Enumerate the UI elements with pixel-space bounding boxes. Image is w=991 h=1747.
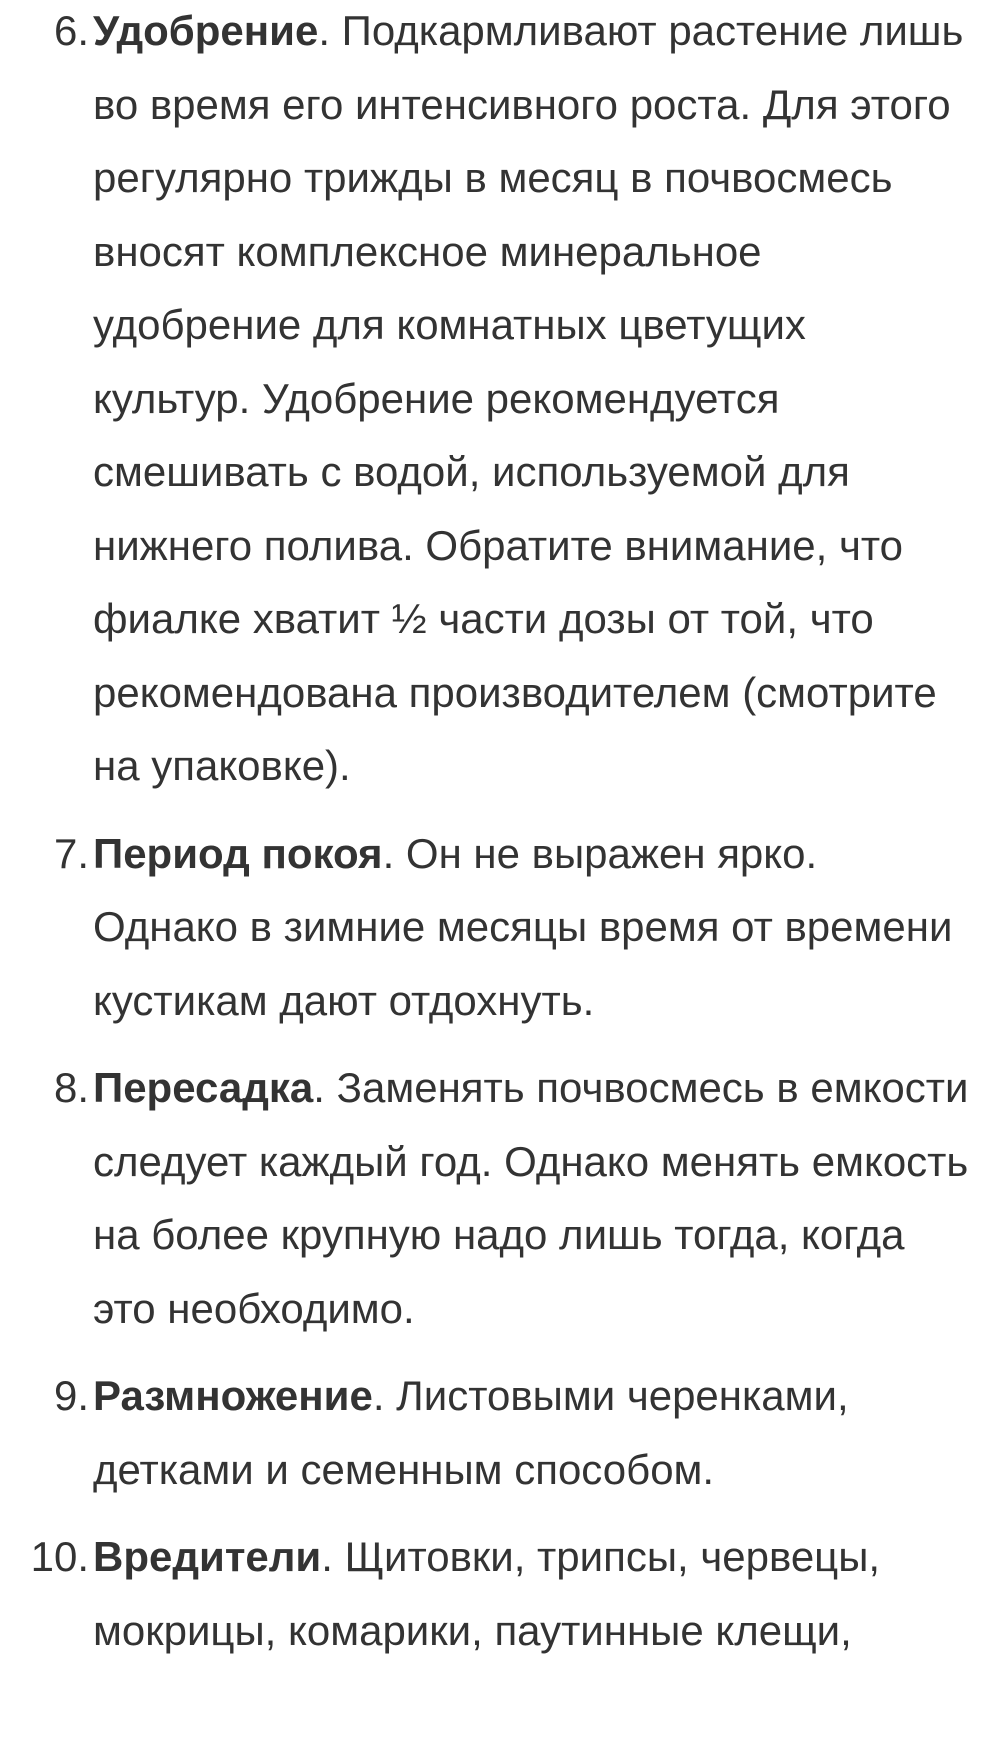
list-item-pests (0, 1520, 991, 1667)
list-item-propagation (0, 1359, 991, 1506)
item-number: 7. (53, 829, 89, 877)
item-text: . Листовыми черенками, детками и семенным способом. (93, 1372, 849, 1493)
item-text: . Он не выражен ярко. Однако в зимние месяцы время от времени кустикам дают отдохнуть. (93, 829, 953, 1024)
item-text: . Заменять почвосмесь в емкости следует каждый год. Однако менять емкость на более крупную надо лишь тогда, когда это необходимо. (93, 1064, 969, 1332)
list-item-dormancy (0, 817, 991, 1038)
item-term: Вредители (93, 1533, 322, 1580)
item-text: . Щитовки, трипсы, червецы, мокрицы, комарики, паутинные клещи, (93, 1533, 881, 1654)
item-term: Размножение (93, 1372, 373, 1419)
item-term: Пересадка (93, 1064, 314, 1111)
item-number: 9. (53, 1372, 89, 1419)
item-number: 10. (30, 1533, 89, 1580)
item-text: . Подкармливают растение лишь во время его интенсивного роста. Для этого регулярно трижды в месяц в почвосмесь вносят комплексное минеральное удобрение для комнатных цветущих культур. Удобрение рекомендуется смешивать с водой, используемой для нижнего полива. Обратите внимание, что фиалке хватит ½ части дозы от той, что рекомендована производителем (смотрите на упаковке). (93, 7, 964, 789)
item-number: 8. (53, 1064, 89, 1111)
item-term: Период покоя (93, 829, 383, 877)
list-item-fertilizer (0, 0, 991, 803)
list-item-transplant (0, 1051, 991, 1345)
item-term: Удобрение (93, 7, 319, 54)
item-number: 6. (53, 7, 89, 54)
